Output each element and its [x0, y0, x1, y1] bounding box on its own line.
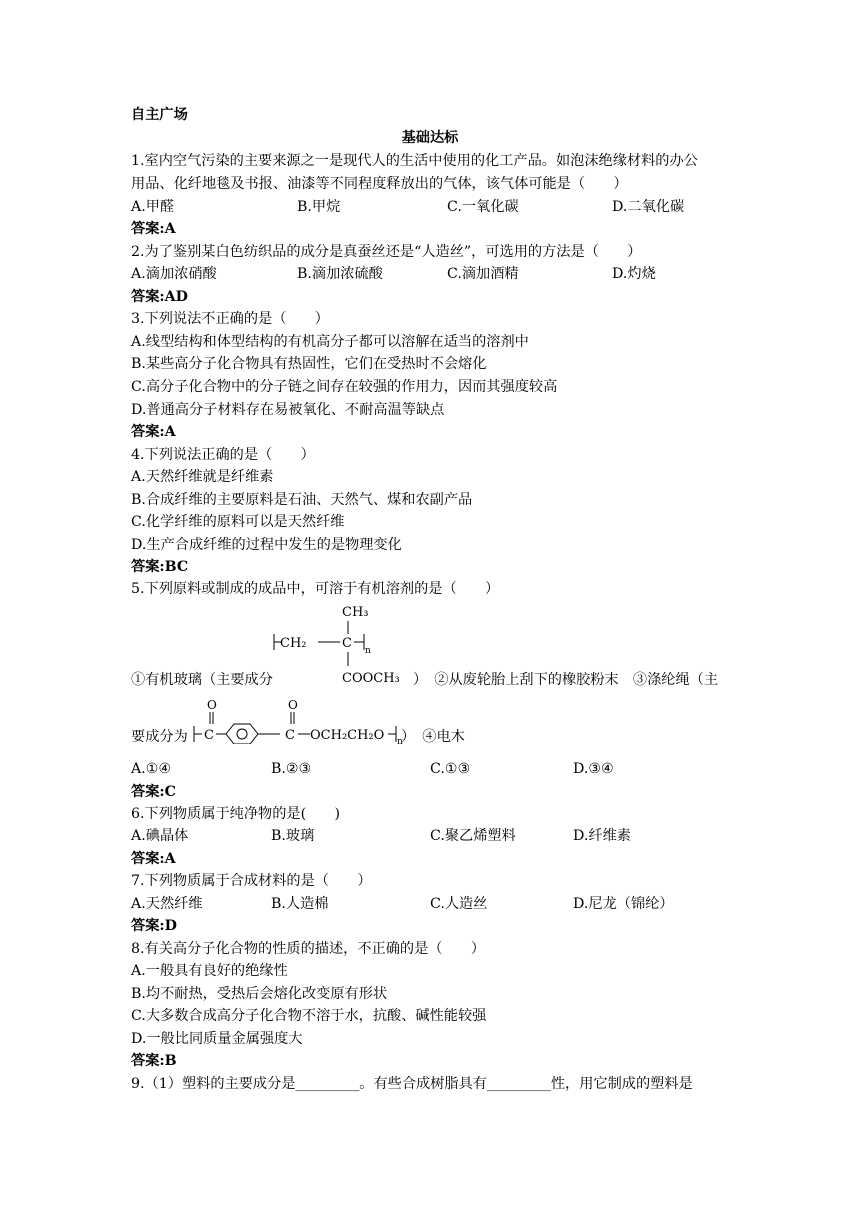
formula1-top-group: CH₃ — [342, 605, 369, 620]
formula2-carbonyl-o1: O — [207, 698, 217, 712]
q1-stem-line1: 1.室内空气污染的主要来源之一是现代人的生活中使用的化工产品。如泡沫绝缘材料的办公 — [131, 153, 698, 169]
formula2-carbonyl-o2: O — [288, 698, 298, 712]
q1-option-d: D.二氧化碳 — [612, 199, 685, 215]
formula2-n: n — [397, 737, 403, 744]
q8-option-a: A.一般具有良好的绝缘性 — [131, 963, 288, 979]
q5-answer: 答案:C — [131, 784, 176, 800]
q6-answer: 答案:A — [131, 851, 176, 867]
q7-option-a: A.天然纤维 — [131, 896, 203, 912]
q7-answer: 答案:D — [131, 918, 177, 934]
q3-stem: 3.下列说法不正确的是（ ） — [131, 311, 329, 327]
q8-answer: 答案:B — [131, 1053, 177, 1069]
q6-option-d: D.纤维素 — [573, 828, 631, 844]
q2-option-c: C.滴加酒精 — [447, 266, 519, 282]
q1-stem-line2: 用品、化纤地毯及书报、油漆等不同程度释放出的气体，该气体可能是（ ） — [131, 176, 628, 192]
q5-item3-suffix: ） ④电木 — [401, 729, 465, 745]
q6-option-b: B.玻璃 — [271, 828, 315, 844]
q4-option-b: B.合成纤维的主要原料是石油、天然气、煤和农副产品 — [131, 492, 473, 508]
q3-option-b: B.某些高分子化合物具有热固性，它们在受热时不会熔化 — [131, 356, 487, 372]
q8-option-d: D.一般比同质量金属强度大 — [131, 1031, 303, 1047]
q1-option-b: B.甲烷 — [297, 199, 341, 215]
q2-stem: 2.为了鉴别某白色纺织品的成分是真蚕丝还是“人造丝”，可选用的方法是（ ） — [131, 244, 642, 260]
q2-option-a: A.滴加浓硝酸 — [131, 266, 217, 282]
benzene-ring — [226, 724, 258, 744]
q4-stem: 4.下列说法正确的是（ ） — [131, 447, 315, 463]
q4-option-a: A.天然纤维就是纤维素 — [131, 469, 274, 485]
formula1-center-carbon: C — [342, 636, 352, 651]
q5-option-b: B.②③ — [271, 761, 312, 777]
formula2-carbon2: C — [285, 728, 295, 743]
q1-option-a: A.甲醛 — [131, 199, 175, 215]
q5-option-d: D.③④ — [573, 761, 614, 777]
q5-item3-prefix: 要成分为 — [131, 729, 188, 745]
q3-answer: 答案:A — [131, 424, 176, 440]
q9-stem: 9.（1）塑料的主要成分是_________。有些合成树脂具有_________性，用它制成的塑料是 — [131, 1076, 693, 1092]
q7-option-b: B.人造棉 — [271, 896, 329, 912]
q5-item1-prefix: ①有机玻璃（主要成分 — [131, 672, 273, 688]
q4-answer: 答案:BC — [131, 559, 189, 575]
formula2-tail: OCH₂CH₂O — [310, 728, 385, 743]
q8-option-c: C.大多数合成高分子化合物不溶于水，抗酸、碱性能较强 — [131, 1008, 487, 1024]
formula1-bottom-group: COOCH₃ — [342, 671, 400, 686]
q6-option-a: A.碘晶体 — [131, 828, 189, 844]
section-title: 自主广场 — [131, 107, 188, 123]
q5-item1-suffix: ） ②从废轮胎上刮下的橡胶粉末 ③涤纶绳（主 — [413, 672, 719, 688]
subtitle: 基础达标 — [401, 130, 459, 146]
q2-answer: 答案:AD — [131, 289, 188, 305]
q3-option-c: C.高分子化合物中的分子链之间存在较强的作用力，因而其强度较高 — [131, 379, 558, 395]
q2-option-d: D.灼烧 — [612, 266, 656, 282]
q6-stem: 6.下列物质属于纯净物的是( ) — [131, 806, 341, 822]
q7-stem: 7.下列物质属于合成材料的是（ ） — [131, 873, 372, 889]
q3-option-a: A.线型结构和体型结构的有机高分子都可以溶解在适当的溶剂中 — [131, 334, 529, 350]
q6-option-c: C.聚乙烯塑料 — [430, 828, 516, 844]
q1-option-c: C.一氧化碳 — [447, 199, 519, 215]
q2-option-b: B.滴加浓硫酸 — [297, 266, 383, 282]
q4-option-d: D.生产合成纤维的过程中发生的是物理变化 — [131, 537, 402, 553]
q7-option-d: D.尼龙（锦纶） — [573, 896, 674, 912]
q7-option-c: C.人造丝 — [430, 896, 488, 912]
formula2-carbon1: C — [204, 728, 214, 743]
q3-option-d: D.普通高分子材料存在易被氧化、不耐高温等缺点 — [131, 402, 445, 418]
q5-option-a: A.①④ — [131, 761, 172, 777]
q1-answer: 答案:A — [131, 221, 176, 237]
pet-structural-formula — [190, 696, 420, 744]
pmma-structural-formula — [270, 600, 430, 688]
formula1-n: n — [365, 646, 371, 656]
formula1-left-group: CH₂ — [280, 636, 307, 651]
q5-option-c: C.①③ — [430, 761, 471, 777]
q8-stem: 8.有关高分子化合物的性质的描述，不正确的是（ ） — [131, 941, 486, 957]
q5-stem: 5.下列原料或制成的成品中，可溶于有机溶剂的是（ ） — [131, 581, 500, 597]
q4-option-c: C.化学纤维的原料可以是天然纤维 — [131, 514, 345, 530]
q8-option-b: B.均不耐热，受热后会熔化改变原有形状 — [131, 986, 388, 1002]
